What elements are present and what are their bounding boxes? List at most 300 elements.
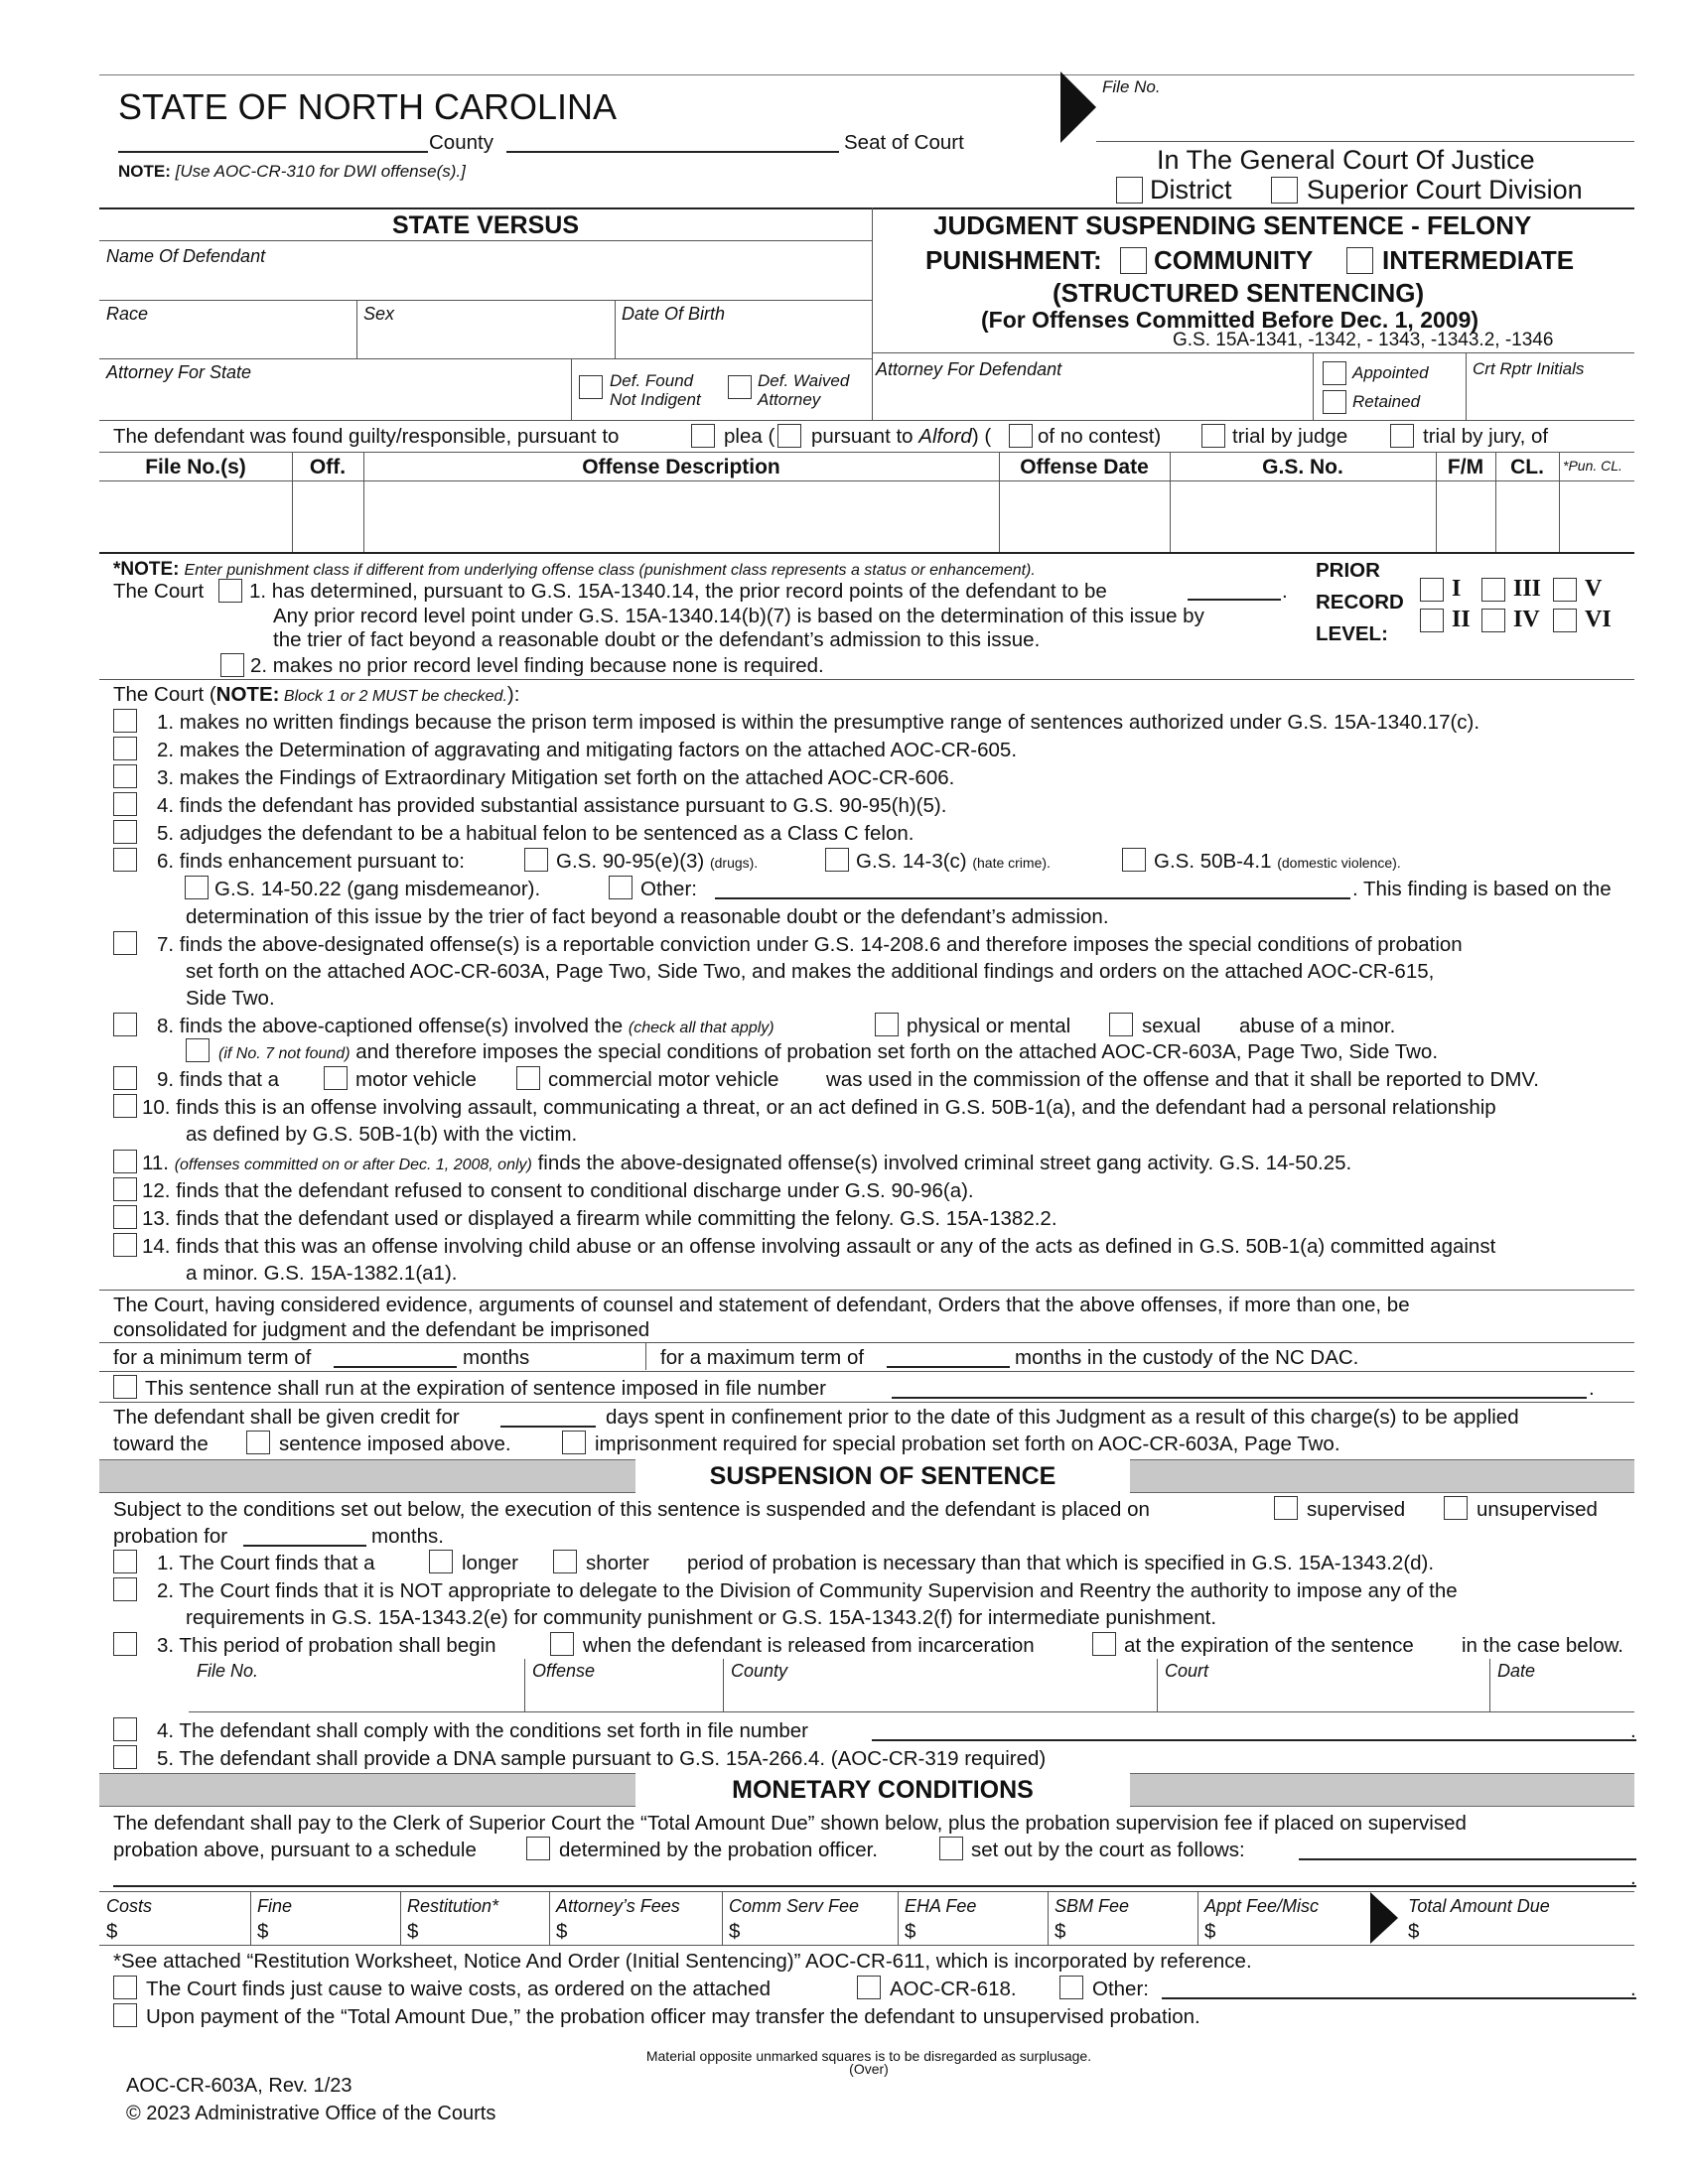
- level-vi-checkbox[interactable]: [1553, 609, 1577, 632]
- aoc-cr-618-checkbox[interactable]: [857, 1976, 881, 1999]
- crt-rptr-label: Crt Rptr Initials: [1473, 359, 1585, 378]
- county-field[interactable]: [118, 151, 428, 153]
- hate-crime-label: [856, 850, 1051, 875]
- judgment-title: JUDGMENT SUSPENDING SENTENCE - FELONY: [933, 210, 1532, 240]
- gang-misdemeanor-checkbox[interactable]: [185, 876, 209, 899]
- finding-8-checkbox[interactable]: [113, 1013, 137, 1036]
- domestic-violence-checkbox[interactable]: [1122, 848, 1146, 872]
- fee-eha-label: EHA Fee: [905, 1896, 977, 1916]
- imprison-line-1: The Court, having considered evidence, arguments of counsel and statement of defendant, Orders that the above offenses, if more than one, be: [113, 1294, 1410, 1316]
- defendant-name-label: Name Of Defendant: [106, 246, 266, 266]
- other-enhancement-label: Other:: [640, 878, 697, 900]
- finding-8-ital: (check all that apply): [628, 1020, 774, 1036]
- fee-attorney-dollar: $: [556, 1920, 568, 1943]
- case-col-court: Court: [1165, 1661, 1209, 1681]
- hate-crime-checkbox[interactable]: [825, 848, 849, 872]
- fee-appt-dollar: $: [1204, 1920, 1216, 1943]
- fee-restitution-label: Restitution*: [407, 1896, 499, 1916]
- plea-checkbox[interactable]: [691, 424, 715, 448]
- hate-crime-text: (hate crime).: [972, 855, 1051, 871]
- finding-8-line-2: [218, 1040, 1438, 1066]
- finding-3: 3. makes the Findings of Extraordinary Mitigation set forth on the attached AOC-CR-606.: [157, 766, 955, 789]
- other-enhancement-field[interactable]: [715, 897, 1350, 899]
- statutes: G.S. 15A-1341, -1342, - 1343, -1343.2, -1346: [1173, 330, 1554, 350]
- col-file-no: File No.(s): [145, 456, 246, 478]
- prior-court-label: The Court: [113, 580, 205, 603]
- schedule-field[interactable]: [1299, 1858, 1636, 1860]
- prior-item-1-end: .: [1282, 580, 1288, 603]
- finding-14: 14. finds that this was an offense involving child abuse or an offense involving assault or any of the acts as defined in G.S. 50B-1(a) committed against: [142, 1235, 1496, 1258]
- finding-14-checkbox[interactable]: [113, 1233, 137, 1257]
- waive-costs-checkbox[interactable]: [113, 1976, 137, 1999]
- superior-checkbox[interactable]: [1271, 177, 1298, 204]
- findings-intro-d: ):: [506, 683, 520, 706]
- prior-item-1: [249, 580, 1107, 604]
- fee-divider-2: [400, 1891, 401, 1945]
- finding-5-checkbox[interactable]: [113, 820, 137, 844]
- fee-appt-label: Appt Fee/Misc: [1204, 1896, 1320, 1916]
- finding-11: [142, 1152, 1351, 1177]
- case-col-offense: Offense: [532, 1661, 596, 1681]
- trial-by-judge-checkbox[interactable]: [1201, 424, 1225, 448]
- appointed-divider: [1313, 352, 1314, 420]
- finding-7-line-2: set forth on the attached AOC-CR-603A, Page Two, Side Two, and makes the additional findings and orders on the attached AOC-CR-615,: [186, 960, 1435, 983]
- finding-9-checkbox[interactable]: [113, 1066, 137, 1090]
- suspension-4-checkbox[interactable]: [113, 1717, 137, 1741]
- level-label: LEVEL:: [1316, 622, 1388, 645]
- finding-9-end: was used in the commission of the offense and that it shall be reported to DMV.: [826, 1068, 1539, 1091]
- sexual-checkbox[interactable]: [1109, 1013, 1133, 1036]
- fee-sbm-dollar: $: [1055, 1920, 1066, 1943]
- credit-label: The defendant shall be given credit for: [113, 1406, 460, 1429]
- alford-checkbox[interactable]: [777, 424, 801, 448]
- caption-bottom-rule: [99, 420, 1634, 421]
- restitution-note: *See attached “Restitution Worksheet, Notice And Order (Initial Sentencing)” AOC-CR-611, which is incorporated by reference.: [113, 1950, 1252, 1973]
- finding-3-checkbox[interactable]: [113, 764, 137, 788]
- aoc-cr-618-label: AOC-CR-618.: [890, 1978, 1017, 2000]
- court-schedule-label: set out by the court as follows:: [971, 1839, 1245, 1861]
- prior-level-2-checkbox[interactable]: [220, 653, 244, 677]
- fee-comm-serv-label: Comm Serv Fee: [729, 1896, 860, 1916]
- race-divider: [356, 300, 357, 358]
- top-border: [99, 74, 1634, 75]
- prior-label: PRIOR: [1316, 559, 1380, 582]
- alford-prefix: pursuant to: [811, 425, 919, 448]
- case-bottom-rule: [189, 1711, 1634, 1712]
- not-indigent-label: Not Indigent: [610, 390, 701, 409]
- trial-by-jury-label: trial by jury, of: [1423, 425, 1549, 448]
- finding-2: 2. makes the Determination of aggravating and mitigating factors on the attached AOC-CR-605.: [157, 739, 1018, 761]
- finding-4-checkbox[interactable]: [113, 792, 137, 816]
- def-found-label: Def. Found: [610, 371, 694, 390]
- fee-divider-1: [250, 1891, 251, 1945]
- finding-8b-ital: (if No. 7 not found): [218, 1045, 351, 1062]
- suspension-1: 1. The Court finds that a: [157, 1552, 375, 1574]
- suspension-3: 3. This period of probation shall begin: [157, 1634, 496, 1657]
- level-iii-checkbox[interactable]: [1481, 578, 1505, 602]
- retained-label: Retained: [1352, 392, 1421, 411]
- maximum-months-label: months in the custody of the NC DAC.: [1015, 1346, 1359, 1369]
- community-checkbox[interactable]: [1120, 247, 1147, 274]
- file-no-label: File No.: [1102, 77, 1161, 96]
- file-no-arrow-icon: [1060, 71, 1096, 143]
- finding-4: 4. finds the defendant has provided substantial assistance pursuant to G.S. 90-95(h)(5).: [157, 794, 947, 817]
- name-rule: [99, 300, 872, 301]
- table-col-1: [292, 452, 293, 552]
- released-incarceration-checkbox[interactable]: [550, 1632, 574, 1656]
- col-cl: CL.: [1510, 456, 1544, 478]
- finding-14-line-2: a minor. G.S. 15A-1382.1(a1).: [186, 1262, 458, 1285]
- maximum-term-field[interactable]: [887, 1366, 1010, 1368]
- findings-intro: [113, 683, 519, 709]
- finding-1: 1. makes no written findings because the prison term imposed is within the presumptive range of sentences authorized under G.S. 15A-1340.17(c).: [157, 711, 1480, 734]
- table-col-5: [1436, 452, 1437, 552]
- finding-12: 12. finds that the defendant refused to consent to conditional discharge under G.S. 90-96(a).: [142, 1179, 974, 1202]
- fee-fine-dollar: $: [257, 1920, 269, 1943]
- waive-other-checkbox[interactable]: [1059, 1976, 1083, 1999]
- level-iv-checkbox[interactable]: [1481, 609, 1505, 632]
- fee-fine-label: Fine: [257, 1896, 293, 1916]
- indigent-divider: [571, 358, 572, 420]
- drugs-text: (drugs).: [709, 855, 759, 871]
- sexual-label: sexual: [1142, 1015, 1201, 1037]
- statutes-rule: [872, 352, 1634, 353]
- table-col-7: [1559, 452, 1560, 552]
- form-number: AOC-CR-603A, Rev. 1/23: [126, 2075, 352, 2097]
- fee-total-label: Total Amount Due: [1408, 1896, 1550, 1916]
- col-fm: F/M: [1447, 456, 1484, 478]
- finding-10: 10. finds this is an offense involving assault, communicating a threat, or an act defined in G.S. 50B-1(a), and the defendant had a personal relationship: [142, 1096, 1496, 1119]
- suspension-5-checkbox[interactable]: [113, 1745, 137, 1769]
- sex-label: Sex: [363, 304, 395, 324]
- table-bottom-rule: [99, 552, 1634, 554]
- level-v-checkbox[interactable]: [1553, 578, 1577, 602]
- finding-11-num: 11.: [142, 1152, 169, 1174]
- total-due-arrow-icon: [1370, 1892, 1398, 1944]
- domestic-violence-label: [1154, 850, 1401, 875]
- probation-officer-schedule-label: determined by the probation officer.: [559, 1839, 878, 1861]
- fee-restitution-dollar: $: [407, 1920, 419, 1943]
- suspension-line-1: Subject to the conditions set out below, the execution of this sentence is suspended and the defendant is placed on: [113, 1498, 1150, 1521]
- comply-period: .: [1630, 1719, 1636, 1742]
- guilty-rule: [99, 452, 1634, 453]
- finding-13: 13. finds that the defendant used or displayed a firearm while committing the felony. G.S. 15A-1382.2.: [142, 1207, 1057, 1230]
- case-col-file-no: File No.: [197, 1661, 259, 1681]
- level-ii-checkbox[interactable]: [1420, 609, 1444, 632]
- run-period: .: [1589, 1377, 1595, 1400]
- finding-7: 7. finds the above-designated offense(s) is a reportable conviction under G.S. 14-208.6 and therefore imposes the special conditions of probation: [157, 933, 1463, 956]
- suspension-1-checkbox[interactable]: [113, 1550, 137, 1573]
- record-label: RECORD: [1316, 591, 1404, 614]
- prior-note-bold: *NOTE:: [113, 559, 180, 580]
- finding-12-checkbox[interactable]: [113, 1177, 137, 1201]
- over-note: (Over): [849, 2061, 889, 2077]
- sex-divider: [615, 300, 616, 358]
- monetary-line-2: probation above, pursuant to a schedule: [113, 1839, 477, 1861]
- suspension-5: 5. The defendant shall provide a DNA sample pursuant to G.S. 15A-266.4. (AOC-CR-319 required): [157, 1747, 1047, 1770]
- findings-intro-a: The Court (: [113, 683, 216, 706]
- intermediate-checkbox[interactable]: [1346, 247, 1373, 274]
- fee-total-dollar: $: [1408, 1920, 1420, 1943]
- toward-special-probation-checkbox[interactable]: [562, 1431, 586, 1454]
- credit-days-field[interactable]: [500, 1426, 596, 1428]
- level-iii-label: III: [1513, 576, 1542, 602]
- drugs-checkbox[interactable]: [524, 848, 548, 872]
- table-col-3: [999, 452, 1000, 552]
- def-waived-checkbox[interactable]: [728, 375, 752, 399]
- shorter-checkbox[interactable]: [553, 1550, 577, 1573]
- supervised-checkbox[interactable]: [1274, 1496, 1298, 1520]
- shorter-label: shorter: [586, 1552, 649, 1574]
- finding-6-end: . This finding is based on the: [1352, 878, 1612, 900]
- fee-eha-dollar: $: [905, 1920, 916, 1943]
- district-checkbox[interactable]: [1116, 177, 1143, 204]
- attorney-state-label: Attorney For State: [106, 362, 252, 382]
- waive-other-label: Other:: [1092, 1978, 1149, 2000]
- finding-8b-text: and therefore imposes the special conditions of probation set forth on the attached AOC-CR-603A, Page Two, Side Two.: [355, 1040, 1439, 1063]
- finding-11-checkbox[interactable]: [113, 1150, 137, 1173]
- alford-name: Alford: [918, 425, 972, 448]
- no-contest-label: of no contest): [1038, 425, 1162, 448]
- finding-11-ital: (offenses committed on or after Dec. 1, 2008, only): [174, 1157, 532, 1173]
- finding-13-checkbox[interactable]: [113, 1205, 137, 1229]
- physical-mental-checkbox[interactable]: [875, 1013, 899, 1036]
- county-label: County: [429, 131, 493, 154]
- commercial-motor-vehicle-checkbox[interactable]: [516, 1066, 540, 1090]
- finding-8: [157, 1015, 774, 1040]
- fees-top-rule: [99, 1891, 1634, 1892]
- run-rule: [99, 1402, 1634, 1403]
- guilty-text: The defendant was found guilty/responsible, pursuant to: [113, 425, 620, 448]
- probation-months-field[interactable]: [243, 1545, 366, 1547]
- motor-vehicle-checkbox[interactable]: [324, 1066, 348, 1090]
- finding-7-line-3: Side Two.: [186, 987, 275, 1010]
- run-consecutive-label: This sentence shall run at the expiration of sentence imposed in file number: [145, 1377, 826, 1400]
- finding-7-checkbox[interactable]: [113, 931, 137, 955]
- prior-item-1-text: 1. has determined, pursuant to G.S. 15A-1340.14, the prior record points of the defendant to be: [249, 580, 1107, 603]
- surplusage-note: Material opposite unmarked squares is to be disregarded as surplusage.: [645, 2048, 1092, 2064]
- case-divider-1: [524, 1659, 525, 1711]
- state-versus-rule: [99, 240, 872, 241]
- findings-bottom-rule: [99, 1290, 1634, 1291]
- dv-text: (domestic violence).: [1277, 855, 1401, 871]
- level-v-label: V: [1585, 576, 1603, 602]
- schedule-field-2[interactable]: [113, 1885, 1636, 1887]
- finding-6-line-3: determination of this issue by the trier of fact beyond a reasonable doubt or the defendant’s admission.: [186, 905, 1109, 928]
- col-pun-cl: *Pun. CL.: [1563, 458, 1622, 474]
- transfer-unsupervised-checkbox[interactable]: [113, 2003, 137, 2027]
- level-ii-label: II: [1452, 607, 1471, 632]
- superior-label: Superior Court Division: [1307, 175, 1583, 205]
- fee-sbm-label: SBM Fee: [1055, 1896, 1130, 1916]
- monetary-line-1: The defendant shall pay to the Clerk of Superior Court the “Total Amount Due” shown below, plus the probation supervision fee if placed on supervised: [113, 1812, 1467, 1835]
- table-header-rule: [99, 480, 1634, 481]
- probation-officer-schedule-checkbox[interactable]: [526, 1837, 550, 1860]
- abuse-of-minor-label: abuse of a minor.: [1239, 1015, 1396, 1037]
- probation-for-label: probation for: [113, 1525, 228, 1548]
- suspension-3-checkbox[interactable]: [113, 1632, 137, 1656]
- retained-checkbox[interactable]: [1323, 390, 1346, 414]
- caption-top-rule: [99, 207, 1634, 209]
- suspension-2-checkbox[interactable]: [113, 1577, 137, 1601]
- fee-attorney-label: Attorney’s Fees: [556, 1896, 680, 1916]
- finding-1-checkbox[interactable]: [113, 709, 137, 733]
- findings-intro-c: Block 1 or 2 MUST be checked.: [279, 688, 507, 705]
- alford-label: [811, 425, 991, 449]
- dv-statute: G.S. 50B-4.1: [1154, 850, 1272, 873]
- expiration-sentence-checkbox[interactable]: [1092, 1632, 1116, 1656]
- offense-date-note: (For Offenses Committed Before Dec. 1, 2009): [981, 307, 1479, 333]
- imprison-rule: [99, 1342, 1634, 1343]
- state-versus: STATE VERSUS: [392, 211, 579, 239]
- header-note: [118, 160, 466, 184]
- court-title: In The General Court Of Justice: [1157, 145, 1535, 175]
- prior-item-1-line-2: Any prior record level point under G.S. 15A-1340.14(b)(7) is based on the determination of this issue by: [273, 605, 1204, 627]
- motor-vehicle-label: motor vehicle: [355, 1068, 477, 1091]
- run-file-number-field[interactable]: [892, 1397, 1587, 1399]
- comply-file-number-field[interactable]: [872, 1739, 1636, 1741]
- suspension-4: 4. The defendant shall comply with the conditions set forth in file number: [157, 1719, 808, 1742]
- commercial-motor-vehicle-label: commercial motor vehicle: [548, 1068, 779, 1091]
- expiration-sentence-label: at the expiration of the sentence: [1124, 1634, 1414, 1657]
- seat-of-court-field[interactable]: [506, 151, 839, 153]
- probation-months-label: months.: [371, 1525, 444, 1548]
- imprison-line-2: consolidated for judgment and the defendant be imprisoned: [113, 1318, 650, 1341]
- waive-other-field[interactable]: [1162, 1997, 1636, 1999]
- fee-costs-dollar: $: [106, 1920, 118, 1943]
- toward-special-probation-label: imprisonment required for special probation set forth on AOC-CR-603A, Page Two.: [595, 1433, 1340, 1455]
- maximum-term-label: for a maximum term of: [660, 1346, 865, 1369]
- schedule-period: .: [1630, 1866, 1636, 1889]
- in-case-below-label: in the case below.: [1462, 1634, 1623, 1657]
- appointed-label: Appointed: [1352, 363, 1429, 382]
- unsupervised-checkbox[interactable]: [1444, 1496, 1468, 1520]
- finding-10-line-2: as defined by G.S. 50B-1(b) with the victim.: [186, 1123, 578, 1146]
- file-no-field[interactable]: [1096, 141, 1634, 142]
- punishment-label: PUNISHMENT:: [925, 245, 1102, 275]
- intermediate-label: INTERMEDIATE: [1382, 245, 1575, 275]
- no-contest-checkbox[interactable]: [1009, 424, 1033, 448]
- prior-item-1-line-3: the trier of fact beyond a reasonable doubt or the defendant’s admission to this issue.: [273, 628, 1041, 651]
- fee-costs-label: Costs: [106, 1896, 153, 1916]
- col-gs-no: G.S. No.: [1262, 456, 1343, 478]
- gang-misdemeanor-label: G.S. 14-50.22 (gang misdemeanor).: [214, 878, 541, 900]
- finding-6: 6. finds enhancement pursuant to:: [157, 850, 465, 873]
- def-waived-label: Def. Waived: [758, 371, 850, 390]
- col-offense-date: Offense Date: [1020, 456, 1149, 478]
- seat-of-court-label: Seat of Court: [844, 131, 964, 154]
- case-col-county: County: [731, 1661, 788, 1681]
- supervised-label: supervised: [1307, 1498, 1406, 1521]
- level-i-checkbox[interactable]: [1420, 578, 1444, 602]
- minimum-months-label: months: [463, 1346, 530, 1369]
- credit-label-2: days spent in confinement prior to the date of this Judgment as a result of this charge(s) to be applied: [606, 1406, 1519, 1429]
- unsupervised-label: unsupervised: [1477, 1498, 1598, 1521]
- copyright: © 2023 Administrative Office of the Courts: [126, 2103, 496, 2124]
- level-vi-label: VI: [1585, 607, 1612, 632]
- case-divider-3: [1157, 1659, 1158, 1711]
- case-col-date: Date: [1497, 1661, 1536, 1681]
- fee-divider-7: [1197, 1891, 1198, 1945]
- dob-label: Date Of Birth: [622, 304, 726, 324]
- toward-sentence-checkbox[interactable]: [246, 1431, 270, 1454]
- finding-6-checkbox[interactable]: [113, 848, 137, 872]
- table-col-4: [1170, 452, 1171, 552]
- district-label: District: [1150, 175, 1232, 205]
- table-col-6: [1495, 452, 1496, 552]
- state-title: STATE OF NORTH CAROLINA: [118, 86, 618, 127]
- drugs-statute: G.S. 90-95(e)(3): [556, 850, 705, 873]
- header-note-text: [Use AOC-CR-310 for DWI offense(s).]: [175, 162, 466, 181]
- appointed-checkbox[interactable]: [1323, 361, 1346, 385]
- finding-8-text: 8. finds the above-captioned offense(s) involved the: [157, 1015, 624, 1037]
- suspension-2-line-2: requirements in G.S. 15A-1343.2(e) for community punishment or G.S. 15A-1343.2(f) for intermediate punishment.: [186, 1606, 1217, 1629]
- suspension-title: SUSPENSION OF SENTENCE: [635, 1459, 1130, 1493]
- header-note-bold: NOTE:: [118, 162, 171, 181]
- longer-label: longer: [462, 1552, 518, 1574]
- attorney-defendant-label: Attorney For Defendant: [876, 359, 1062, 379]
- suspension-2: 2. The Court finds that it is NOT appropriate to delegate to the Division of Community Supervision and Reentry the authority to impose any of the: [157, 1579, 1458, 1602]
- crt-rptr-divider: [1466, 352, 1467, 420]
- structured-sentencing: (STRUCTURED SENTENCING): [1053, 278, 1425, 308]
- prior-bottom-rule: [99, 679, 1634, 680]
- finding-2-checkbox[interactable]: [113, 737, 137, 760]
- fee-comm-serv-dollar: $: [729, 1920, 741, 1943]
- run-consecutive-checkbox[interactable]: [113, 1375, 137, 1399]
- suspension-1-end: period of probation is necessary than that which is specified in G.S. 15A-1343.2(d).: [687, 1552, 1435, 1574]
- caption-divider: [872, 207, 873, 420]
- findings-intro-note: NOTE:: [215, 683, 280, 706]
- trial-by-judge-label: trial by judge: [1232, 425, 1348, 448]
- plea-label: plea (: [724, 425, 775, 448]
- attorney-waived-label: Attorney: [758, 390, 821, 409]
- def-found-checkbox[interactable]: [579, 375, 603, 399]
- prior-points-field[interactable]: [1188, 599, 1281, 601]
- prior-level-1-checkbox[interactable]: [218, 579, 242, 603]
- minimum-term-label: for a minimum term of: [113, 1346, 312, 1369]
- finding-8b-checkbox[interactable]: [186, 1038, 210, 1062]
- fee-divider-6: [1048, 1891, 1049, 1945]
- drugs-label: [556, 850, 758, 875]
- toward-sentence-label: sentence imposed above.: [279, 1433, 511, 1455]
- fee-divider-5: [898, 1891, 899, 1945]
- race-rule: [99, 358, 872, 359]
- finding-10-checkbox[interactable]: [113, 1094, 137, 1118]
- longer-checkbox[interactable]: [429, 1550, 453, 1573]
- community-label: COMMUNITY: [1154, 245, 1314, 275]
- prior-item-2: 2. makes no prior record level finding because none is required.: [250, 654, 824, 677]
- court-schedule-checkbox[interactable]: [939, 1837, 963, 1860]
- fees-bottom-rule: [99, 1945, 1634, 1946]
- minimum-term-field[interactable]: [334, 1366, 457, 1368]
- finding-9: 9. finds that a: [157, 1068, 280, 1091]
- physical-mental-label: physical or mental: [907, 1015, 1071, 1037]
- other-enhancement-checkbox[interactable]: [609, 876, 633, 899]
- level-i-label: I: [1452, 576, 1462, 602]
- prior-note-text: Enter punishment class if different from underlying offense class (punishment class represents a status or enhancement).: [184, 562, 1036, 579]
- level-iv-label: IV: [1513, 607, 1540, 632]
- finding-5: 5. adjudges the defendant to be a habitual felon to be sentenced as a Class C felon.: [157, 822, 914, 845]
- race-label: Race: [106, 304, 149, 324]
- table-col-2: [363, 452, 364, 552]
- released-incarceration-label: when the defendant is released from incarceration: [583, 1634, 1035, 1657]
- hate-crime-statute: G.S. 14-3(c): [856, 850, 967, 873]
- case-divider-4: [1489, 1659, 1490, 1711]
- fee-divider-4: [722, 1891, 723, 1945]
- monetary-title: MONETARY CONDITIONS: [635, 1773, 1130, 1807]
- trial-by-jury-checkbox[interactable]: [1390, 424, 1414, 448]
- case-divider-2: [723, 1659, 724, 1711]
